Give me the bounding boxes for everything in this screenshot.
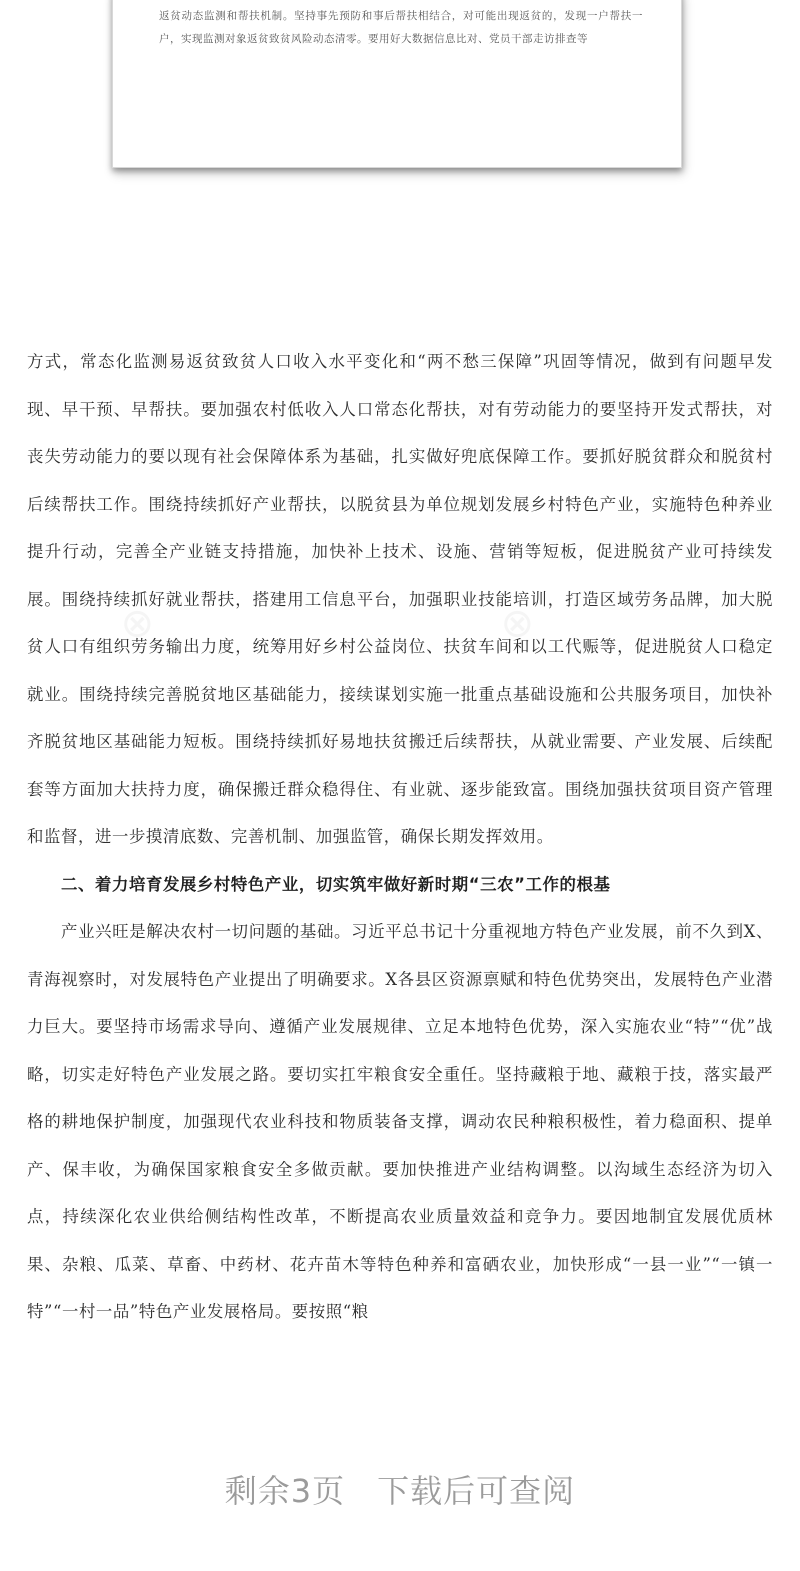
paragraph-2: 产业兴旺是解决农村一切问题的基础。习近平总书记十分重视地方特色产业发展，前不久到X、青海视察时，对发展特色产业提出了明确要求。X各县区资源禀赋和特色优势突出，发展特色产业潜力巨大。要坚持市场需求导向、遵循产业发展规律、立足本地特色优势，深入实施农业“特”“优”战略，切实走好特色产业发展之路。要切实扛牢粮食安全重任。坚持藏粮于地、藏粮于技，落实最严格的耕地保护制度，加强现代农业科技和物质装备支撑，调动农民种粮积极性，着力稳面积、提单产、保丰收，为确保国家粮食安全多做贡献。要加快推进产业结构调整。以沟域生态经济为切入点，持续深化农业供给侧结构性改革，不断提高农业质量效益和竞争力。要因地制宜发展优质林果、杂粮、瓜菜、草畜、中药材、花卉苗木等特色种养和富硒农业，加快形成“一县一业”“一镇一特”“一村一品”特色产业发展格局。要按照“粮 bbox=[27, 922, 773, 1321]
download-prompt[interactable] bbox=[0, 1466, 800, 1512]
watermark: ⊕ bbox=[488, 594, 547, 652]
document-body bbox=[27, 338, 773, 1336]
section-heading-2: 二、着力培育发展乡村特色产业，切实筑牢做好新时期“三农”工作的根基 bbox=[61, 874, 611, 894]
remaining-pages-label: 剩余3页 bbox=[224, 1472, 346, 1510]
download-to-view-label: 下载后可查阅 bbox=[377, 1472, 576, 1510]
page-preview-card bbox=[112, 0, 682, 168]
preview-text: 返贫动态监测和帮扶机制。坚持事先预防和事后帮扶相结合，对可能出现返贫的，发现一户帮扶一户，实现监测对象返贫致贫风险动态清零。要用好大数据信息比对、党员干部走访排查等 bbox=[159, 10, 643, 45]
watermark: ⊕ bbox=[108, 594, 167, 652]
paragraph-1: 方式，常态化监测易返贫致贫人口收入水平变化和“两不愁三保障”巩固等情况，做到有问题早发现、早干预、早帮扶。要加强农村低收入人口常态化帮扶，对有劳动能力的要坚持开发式帮扶，对丧失劳动能力的要以现有社会保障体系为基础，扎实做好兜底保障工作。要抓好脱贫群众和脱贫村后续帮扶工作。围绕持续抓好产业帮扶，以脱贫县为单位规划发展乡村特色产业，实施特色种养业提升行动，完善全产业链支持措施，加快补上技术、设施、营销等短板，促进脱贫产业可持续发展。围绕持续抓好就业帮扶，搭建用工信息平台，加强职业技能培训，打造区域劳务品牌，加大脱贫人口有组织劳务输出力度，统筹用好乡村公益岗位、扶贫车间和以工代赈等，促进脱贫人口稳定就业。围绕持续完善脱贫地区基础能力，接续谋划实施一批重点基础设施和公共服务项目，加快补齐脱贫地区基础能力短板。围绕持续抓好易地扶贫搬迁后续帮扶，从就业需要、产业发展、后续配套等方面加大扶持力度，确保搬迁群众稳得住、有业就、逐步能致富。围绕加强扶贫项目资产管理和监督，进一步摸清底数、完善机制、加强监管，确保长期发挥效用。 bbox=[27, 352, 773, 846]
